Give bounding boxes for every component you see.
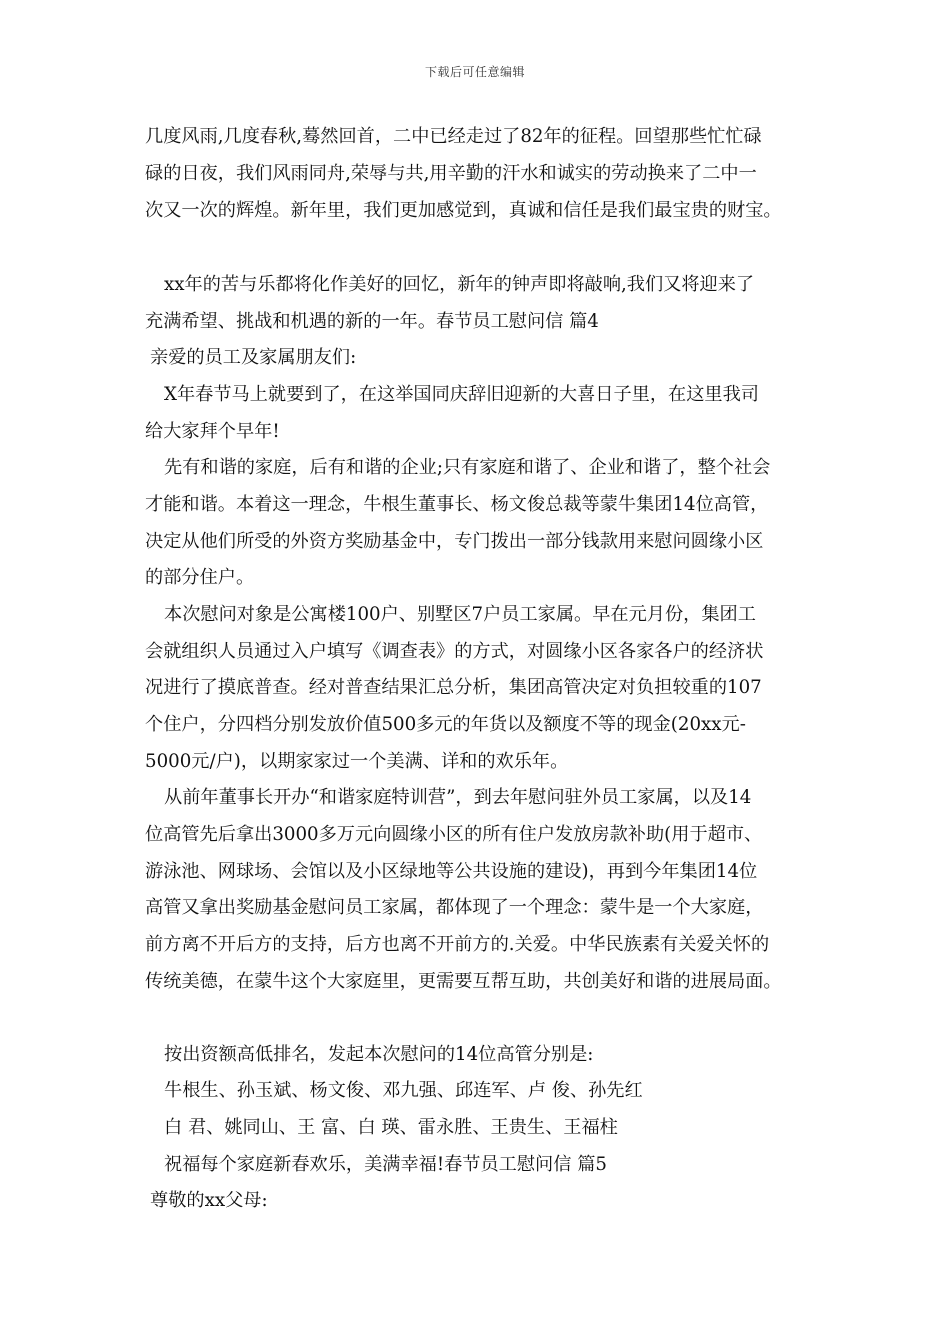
paragraph-line: 按出资额高低排名，发起本次慰问的14位高管分别是: (164, 1044, 594, 1065)
paragraph-line: 本次慰问对象是公寓楼100户、别墅区7户员工家属。早在元月份，集团工 (164, 604, 756, 625)
paragraph-line: 从前年董事长开办“和谐家庭特训营”，到去年慰问驻外员工家属，以及14 (164, 787, 752, 808)
paragraph-line: 先有和谐的家庭，后有和谐的企业;只有家庭和谐了、企业和谐了，整个社会 (164, 457, 771, 478)
paragraph-line: 才能和谐。本着这一理念，牛根生董事长、杨文俊总裁等蒙牛集团14位高管， (145, 494, 769, 515)
paragraph-line: 祝福每个家庭新春欢乐，美满幸福!春节员工慰问信 篇5 (164, 1154, 607, 1175)
paragraph-line: 个住户，分四档分别发放价值500多元的年货以及额度不等的现金(20xx元- (145, 714, 746, 735)
paragraph-line: 会就组织人员通过入户填写《调查表》的方式，对圆缘小区各家各户的经济状 (145, 641, 764, 662)
paragraph-line: 决定从他们所受的外资方奖励基金中，专门拨出一部分钱款用来慰问圆缘小区 (145, 531, 764, 552)
paragraph-line: 位高管先后拿出3000多万元向圆缘小区的所有住户发放房款补助(用于超市、 (145, 824, 763, 845)
paragraph-line: xx年的苦与乐都将化作美好的回忆，新年的钟声即将敲响,我们又将迎来了 (164, 274, 755, 295)
paragraph-line: 传统美德，在蒙牛这个大家庭里，更需要互帮互助，共创美好和谐的进展局面。 (145, 971, 782, 992)
paragraph-line: 前方离不开后方的支持，后方也离不开前方的.关爱。中华民族素有关爱关怀的 (145, 934, 770, 955)
paragraph-line: 碌的日夜，我们风雨同舟,荣辱与共,用辛勤的汗水和诚实的劳动换来了二中一 (145, 163, 757, 184)
paragraph-line: X年春节马上就要到了，在这举国同庆辞旧迎新的大喜日子里，在这里我司 (164, 384, 759, 405)
paragraph-line: 充满希望、挑战和机遇的新的一年。春节员工慰问信 篇4 (145, 311, 599, 332)
salutation: 亲爱的员工及家属朋友们: (150, 347, 357, 368)
paragraph-line: 高管又拿出奖励基金慰问员工家属，都体现了一个理念：蒙牛是一个大家庭， (145, 897, 764, 918)
salutation: 尊敬的xx父母: (150, 1190, 268, 1211)
paragraph-line: 游泳池、网球场、会馆以及小区绿地等公共设施的建设)，再到今年集团14位 (145, 861, 758, 882)
paragraph-line: 5000元/户)，以期家家过一个美满、详和的欢乐年。 (145, 751, 569, 772)
paragraph-line: 几度风雨,几度春秋,蓦然回首，二中已经走过了82年的征程。回望那些忙忙碌 (145, 126, 762, 147)
paragraph-line: 况进行了摸底普查。经对普查结果汇总分析，集团高管决定对负担较重的107 (145, 677, 762, 698)
paragraph-line: 给大家拜个早年! (145, 421, 280, 442)
name-list-line: 牛根生、孙玉斌、杨文俊、邓九强、邱连军、卢 俊、孙先红 (164, 1080, 643, 1101)
page-header: 下载后可任意编辑 (424, 65, 525, 79)
paragraph-line: 次又一次的辉煌。新年里，我们更加感觉到，真诚和信任是我们最宝贵的财宝。 (145, 200, 782, 221)
paragraph-line: 的部分住户。 (145, 567, 255, 588)
name-list-line: 白 君、姚同山、王 富、白 瑛、雷永胜、王贵生、王福柱 (164, 1117, 618, 1138)
